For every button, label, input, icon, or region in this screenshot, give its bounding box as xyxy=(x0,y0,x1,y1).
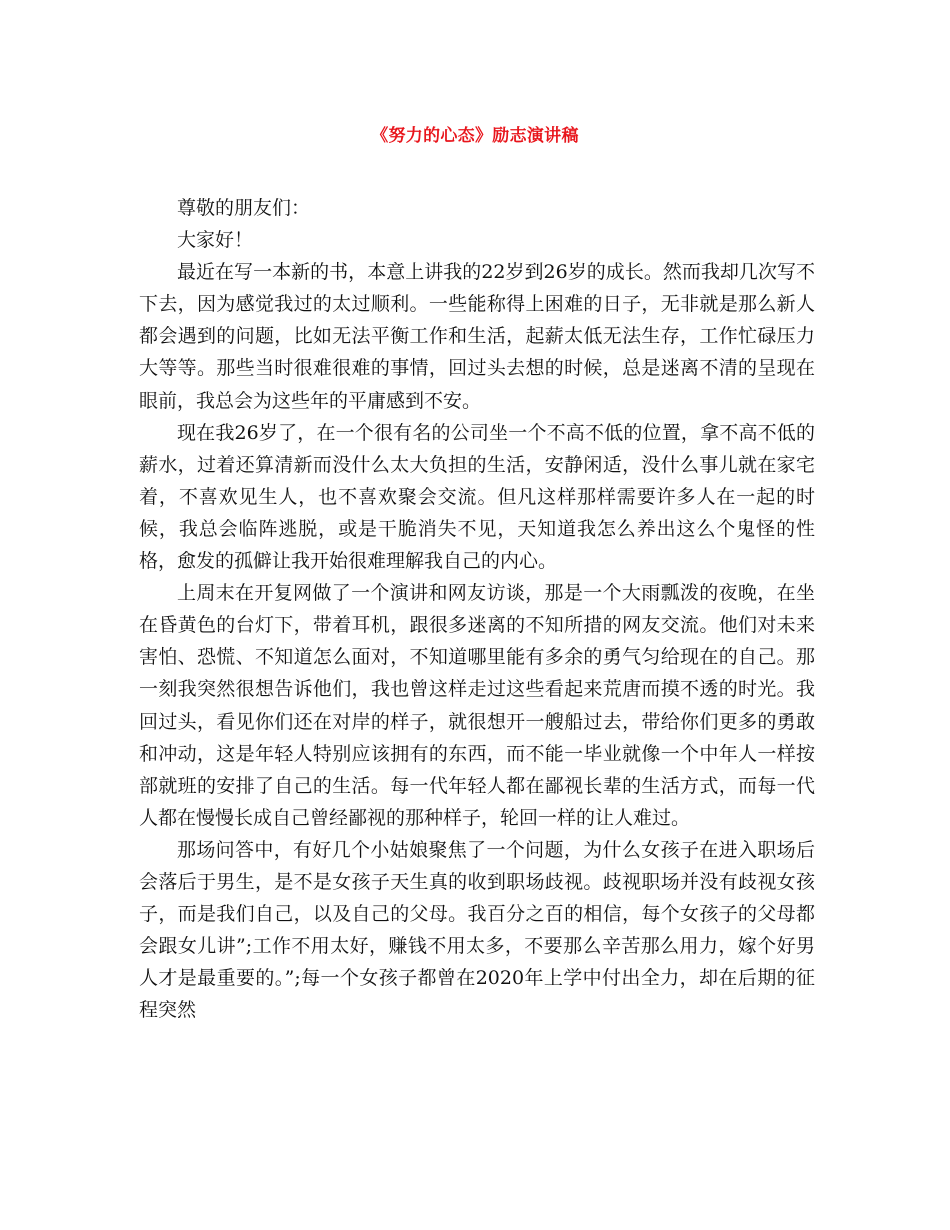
body-paragraph: 那场问答中，有好几个小姑娘聚焦了一个问题，为什么女孩子在进入职场后会落后于男生，是不是女孩子天生真的收到职场歧视。歧视职场并没有歧视女孩子，而是我们自己，以及自己的父母。我百分之百的相信，每个女孩子的父母都会跟女儿讲”;工作不用太好，赚钱不用太多，不要那么辛苦那么用力，嫁个好男人才是最重要的。”;每一个女孩子都曾在2020年上学中付出全力，却在后期的征程突然 xyxy=(139,838,815,1022)
document-body xyxy=(139,192,815,1026)
body-paragraph: 现在我26岁了，在一个很有名的公司坐一个不高不低的位置，拿不高不低的薪水，过着还算清新而没什么太大负担的生活，安静闲适，没什么事儿就在家宅着，不喜欢见生人，也不喜欢聚会交流。但凡这样那样需要许多人在一起的时候，我总会临阵逃脱，或是干脆消失不见，天知道我怎么养出这么个鬼怪的性格，愈发的孤僻让我开始很难理解我自己的内心。 xyxy=(139,421,815,573)
body-paragraph: 最近在写一本新的书，本意上讲我的22岁到26岁的成长。然而我却几次写不下去，因为感觉我过的太过顺利。一些能称得上困难的日子，无非就是那么新人都会遇到的问题，比如无法平衡工作和生活，起薪太低无法生存，工作忙碌压力大等等。那些当时很难很难的事情，回过头去想的时候，总是迷离不清的呈现在眼前，我总会为这些年的平庸感到不安。 xyxy=(139,261,815,412)
document-title: 《努力的心态》励志演讲稿 xyxy=(371,126,579,146)
greeting: 大家好！ xyxy=(177,229,254,252)
body-paragraph: 上周末在开复网做了一个演讲和网友访谈，那是一个大雨瓢泼的夜晚，在坐在昏黄色的台灯下，带着耳机，跟很多迷离的不知所措的网友交流。他们对未来害怕、恐慌、不知道怎么面对，不知道哪里能有多余的勇气匀给现在的自己。那一刻我突然很想告诉他们，我也曾这样走过这些看起来荒唐而摸不透的时光。我回过头，看见你们还在对岸的样子，就很想开一艘船过去，带给你们更多的勇敢和冲动，这是年轻人特别应该拥有的东西，而不能一毕业就像一个中年人一样按部就班的安排了自己的生活。每一代年轻人都在鄙视长辈的生活方式，而每一代人都在慢慢长成自己曾经鄙视的那种样子，轮回一样的让人难过。 xyxy=(139,582,815,829)
salutation: 尊敬的朋友们： xyxy=(177,197,311,219)
